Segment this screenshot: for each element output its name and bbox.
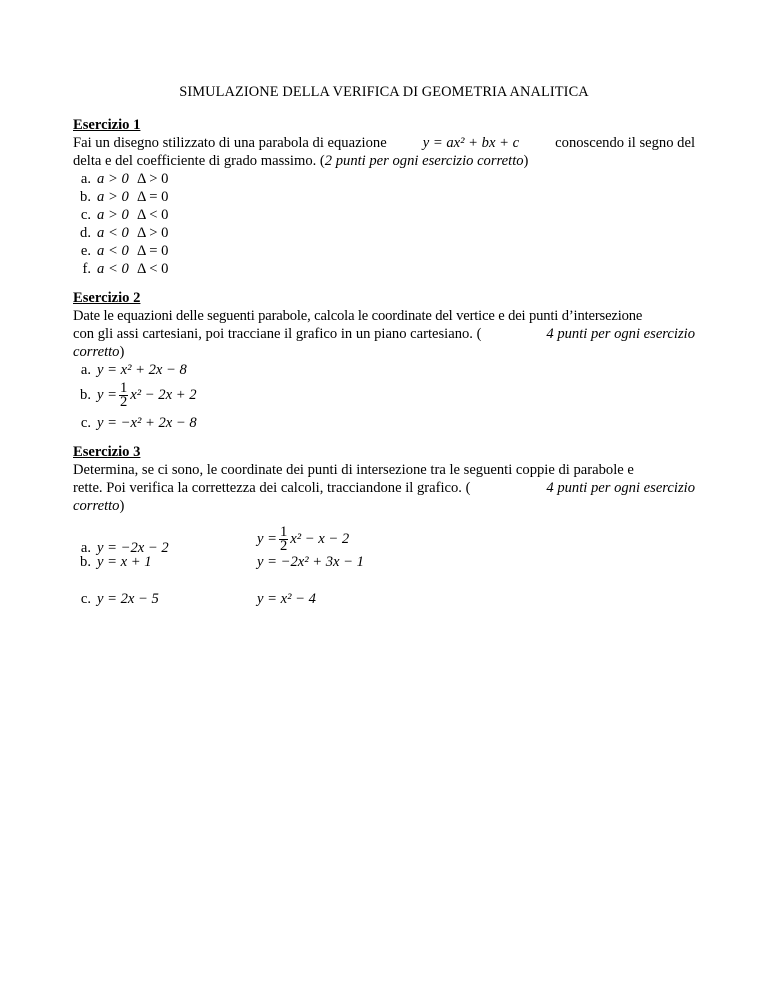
parabola-general-equation: y = ax² + bx + c [422,135,520,151]
list-item: c. y = −x² + 2x − 8 [80,415,197,431]
list-item: e. a < 0 Δ = 0 [80,243,169,259]
page-title: SIMULAZIONE DELLA VERIFICA DI GEOMETRIA ANALITICA [179,84,589,100]
list-item: b. y = x + 1 [80,554,152,570]
exercise-2-text-line-3: corretto) [73,344,125,360]
exercise-2-text-line-1: Date le equazioni delle seguenti parabole, calcola le coordinate del vertice e dei punti d’intersezione [73,308,643,324]
exercise-3-text-line-2: rette. Poi verifica la correttezza dei calcoli, tracciandone il grafico. ( 4 punti per ogni esercizio [73,480,695,496]
exercise-2-text-line-2: con gli assi cartesiani, poi tracciane il grafico in un piano cartesiano. ( 4 punti per ogni esercizio [73,326,695,342]
line-equation: y = 2x − 5 [97,591,159,607]
parabola-equation: y = −x² + 2x − 8 [97,415,197,431]
exercise-1-heading: Esercizio 1 [73,117,141,133]
exercise-3-heading: Esercizio 3 [73,444,141,460]
parabola-equation: y = −2x² + 3x − 1 [257,554,364,570]
list-item: c. y = 2x − 5 [80,591,159,607]
exercise-3-text-line-3: corretto) [73,498,125,514]
exercise-2-heading: Esercizio 2 [73,290,141,306]
line-equation: y = −2x − 2 [97,540,169,556]
list-item: b. y = $\frac{1}{2}$ x² − 2x + 2 [80,380,197,411]
list-item: a. y = −2x − 2 [80,540,169,556]
fraction: $\frac{1}{2}$ [119,380,128,411]
parabola-equation: y = x² + 2x − 8 [97,362,187,378]
document-page [73,0,695,994]
list-item: a. y = x² + 2x − 8 [80,362,187,378]
fraction: $\frac{1}{2}$ [279,524,288,555]
exercise-1-points: 2 punti per ogni esercizio corretto [324,153,524,169]
parabola-equation: y = x² − 4 [257,591,316,607]
list-item: d. a < 0 Δ > 0 [80,225,169,241]
exercise-1-text-line-1: Fai un disegno stilizzato di una parabola di equazione y = ax² + bx + c conoscendo il segno del [73,135,695,151]
exercise-1-text-line-2: delta e del coefficiente di grado massimo. (2 punti per ogni esercizio corretto) [73,153,529,169]
line-equation: y = x + 1 [97,554,152,570]
list-item: f. a < 0 Δ < 0 [82,261,169,277]
list-item: b. a > 0 Δ = 0 [80,189,169,205]
exercise-3-text-line-1: Determina, se ci sono, le coordinate dei punti di intersezione tra le seguenti coppie di parabole e [73,462,634,478]
list-item: a. a > 0 Δ > 0 [80,171,169,187]
parabola-equation: y = $\frac{1}{2}$ x² − x − 2 [257,524,350,555]
list-item: c. a > 0 Δ < 0 [80,207,169,223]
